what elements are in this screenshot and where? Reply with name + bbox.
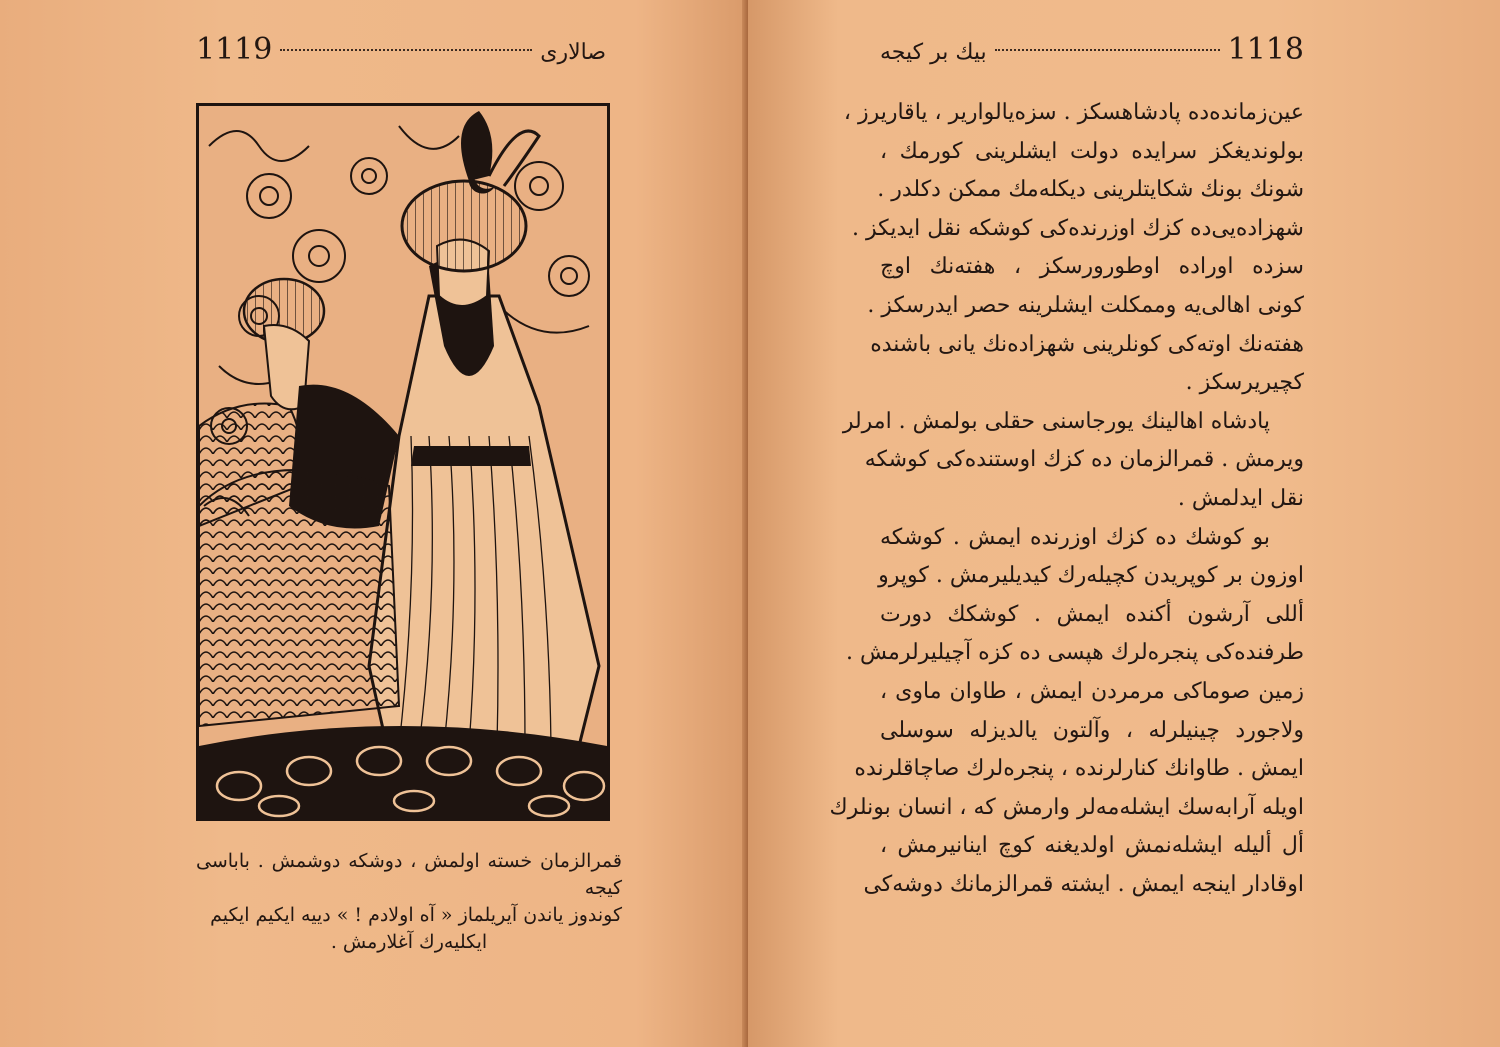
- right-page-number: 1118: [1227, 32, 1304, 67]
- body-line: کچیریرسکز .: [1185, 370, 1304, 396]
- body-line: شونك بونك شکایتلرینی دیکله‌مك ممکن دکلدر .: [877, 177, 1304, 203]
- body-line: هفته‌نك اوته‌کی کونلرینی شهزاده‌نك یانی باشنده: [870, 331, 1304, 357]
- left-running-title: صالاری: [540, 40, 606, 65]
- body-line: طرفنده‌کی پنجره‌لرك هپسی ده کزه آچیلیرلرمش .: [846, 640, 1304, 666]
- left-page: [0, 0, 748, 1047]
- caption-line: ایکلیه‌رك آغلارمش .: [330, 931, 488, 953]
- caption-line: قمرالزمان خسته اولمش ، دوشکه دوشمش . باباسی کیجه: [196, 850, 622, 899]
- header-leader-dots: [995, 49, 1220, 51]
- body-line: ویرمش . قمرالزمان ده کزك اوستنده‌کی کوشکه: [864, 447, 1304, 473]
- header-leader-dots: [280, 49, 532, 51]
- body-line: ولاجورد چینیلرله ، وآلتون یالدیزله سوسلی: [880, 717, 1304, 743]
- right-running-title: بیك بر کیجه: [880, 40, 987, 65]
- body-line: أل أليله ایشله‌نمش اولدیغنه کوچ اینانیرمش ،: [880, 833, 1304, 859]
- left-page-number: 1119: [196, 32, 273, 67]
- right-page-header: [880, 32, 1304, 67]
- body-line: پادشاه اهالینك یورجاسنی حقلی بولمش . امرلر: [842, 408, 1270, 434]
- right-page-body: [829, 94, 1304, 904]
- caption-line: کوندوز یاندن آیریلماز « آه اولادم ! » دییه ایکیم ایکیم: [210, 904, 622, 926]
- body-line: اوقادار اینجه ایمش . ایشته قمرالزمانك دوشه‌کی: [863, 871, 1304, 897]
- body-line: بو کوشك ده کزك اوزرنده ایمش . کوشکه: [880, 524, 1270, 550]
- body-line: بولوندیغکز سرایده دولت ایشلرینی کورمك ،: [880, 138, 1304, 164]
- left-page-header: [196, 32, 606, 67]
- body-line: نقل ایدلمش .: [1177, 485, 1304, 511]
- body-line: شهزاده‌یی‌ده کزك اوزرنده‌کی کوشکه نقل ایدیکز .: [852, 215, 1304, 241]
- body-line: سزده اوراده اوطورورسکز ، هفته‌نك اوچ: [880, 254, 1304, 280]
- body-line: عین‌زمانده‌ده پادشاهسکز . سزه‌یالواریر ، یاقاریرز ،: [843, 100, 1304, 125]
- body-line: کونی اهالی‌یه وممکلت ایشلرینه حصر ایدرسکز .: [867, 292, 1304, 318]
- illustration-caption: [196, 848, 622, 956]
- body-line: زمین صوماکی مرمردن ایمش ، طاوان ماوی ،: [880, 678, 1304, 704]
- body-line: اویله آرابه‌سك ایشله‌مه‌لر وارمش که ، انسان بونلرك: [829, 794, 1304, 820]
- body-line: ایمش . طاوانك کنارلرنده ، پنجره‌لرك صاچاقلرنده: [854, 756, 1304, 782]
- body-line: أللی آرشون أکنده ایمش . کوشکك دورت: [880, 601, 1304, 627]
- body-line: اوزون بر کوپریدن کچیله‌رك کیدیلیرمش . کوپرو: [878, 563, 1304, 589]
- illustration-icon: [196, 103, 610, 821]
